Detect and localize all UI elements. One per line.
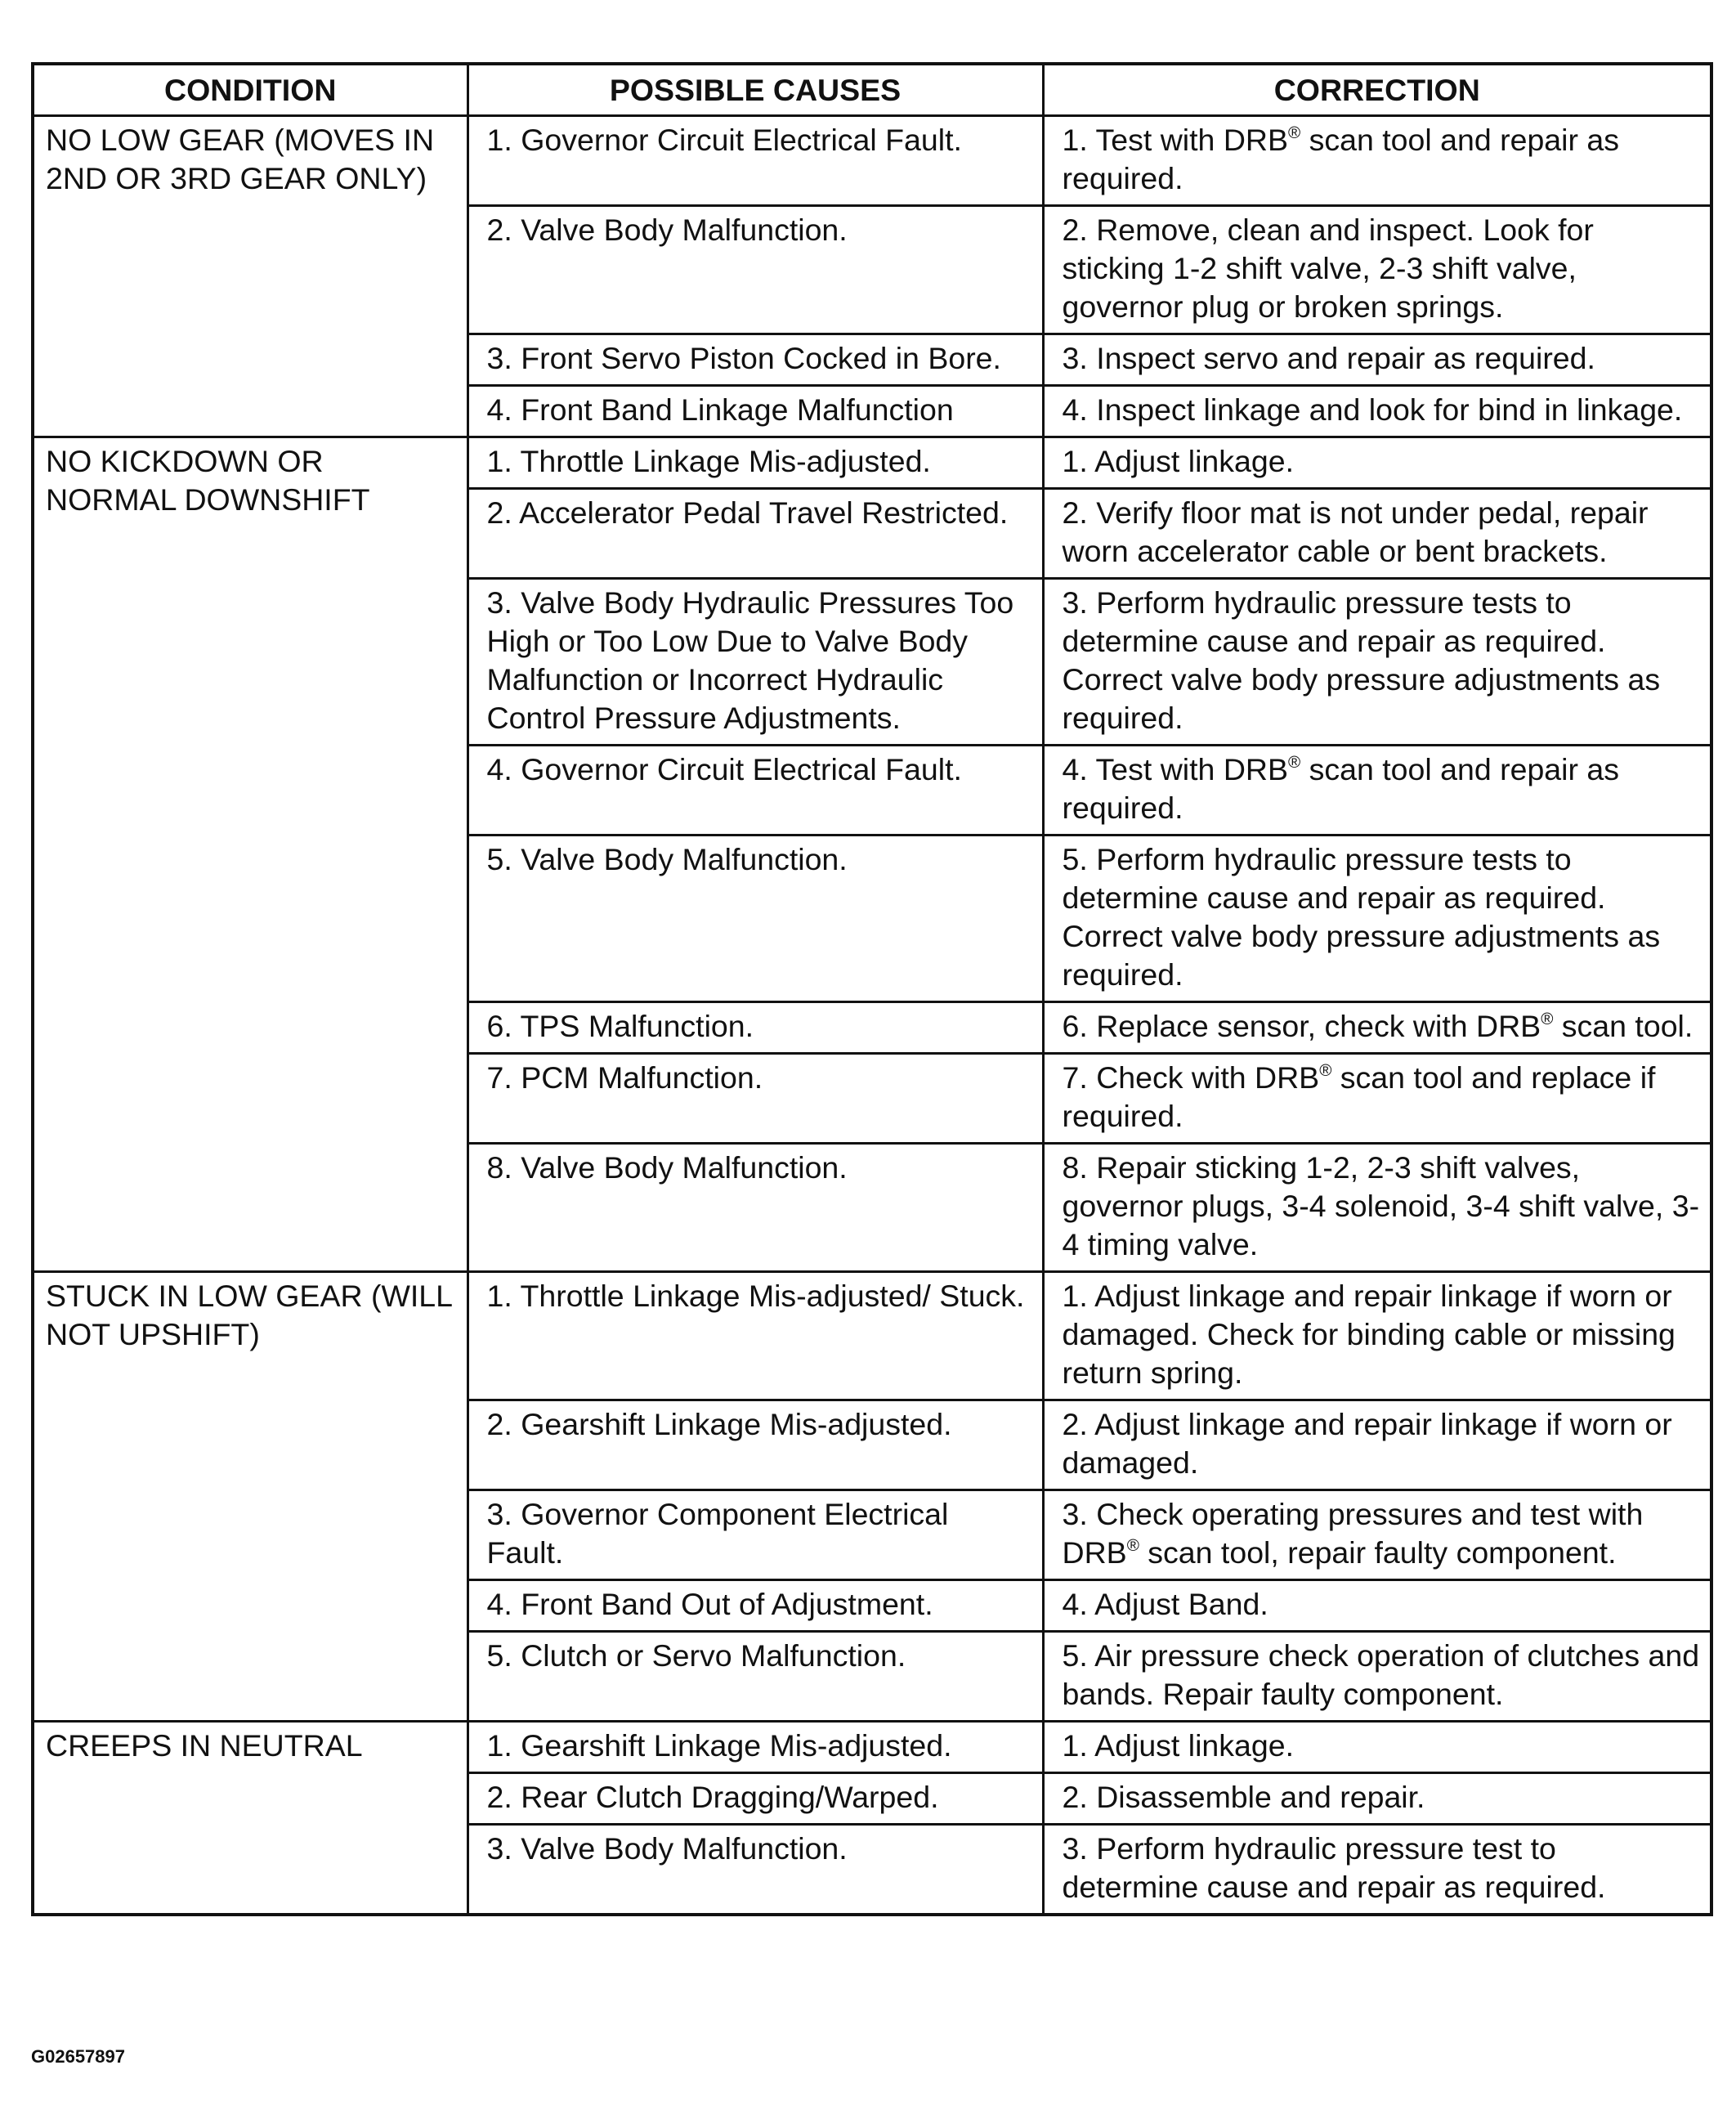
- correction-cell: 6. Replace sensor, check with DRB® scan tool.: [1043, 1002, 1711, 1054]
- table-row: [33, 1722, 1711, 1773]
- correction-cell: 7. Check with DRB® scan tool and replace if required.: [1043, 1054, 1711, 1144]
- possible-cause-cell: 2. Valve Body Malfunction.: [468, 206, 1043, 334]
- correction-cell: 2. Adjust linkage and repair linkage if worn or damaged.: [1043, 1400, 1711, 1490]
- possible-cause-cell: 1. Throttle Linkage Mis-adjusted/ Stuck.: [468, 1272, 1043, 1400]
- possible-cause-cell: 5. Valve Body Malfunction.: [468, 836, 1043, 1002]
- possible-cause-cell: 2. Accelerator Pedal Travel Restricted.: [468, 489, 1043, 579]
- correction-cell: 1. Adjust linkage.: [1043, 1722, 1711, 1773]
- condition-cell: STUCK IN LOW GEAR (WILL NOT UPSHIFT): [33, 1272, 468, 1722]
- possible-cause-cell: 3. Valve Body Hydraulic Pressures Too High or Too Low Due to Valve Body Malfunction or Incorrect Hydraulic Control Pressure Adjustments.: [468, 579, 1043, 746]
- correction-cell: 4. Inspect linkage and look for bind in linkage.: [1043, 386, 1711, 437]
- correction-cell: 4. Adjust Band.: [1043, 1580, 1711, 1632]
- possible-cause-cell: 6. TPS Malfunction.: [468, 1002, 1043, 1054]
- table-body: [33, 116, 1711, 1915]
- registered-mark: ®: [1126, 1536, 1139, 1556]
- possible-cause-cell: 1. Governor Circuit Electrical Fault.: [468, 116, 1043, 206]
- condition-cell: CREEPS IN NEUTRAL: [33, 1722, 468, 1915]
- correction-cell: 8. Repair sticking 1-2, 2-3 shift valves, governor plugs, 3-4 solenoid, 3-4 shift valve, 3-4 timing valve.: [1043, 1144, 1711, 1272]
- header-condition: CONDITION: [33, 64, 468, 116]
- correction-cell: 3. Inspect servo and repair as required.: [1043, 334, 1711, 386]
- possible-cause-cell: 3. Front Servo Piston Cocked in Bore.: [468, 334, 1043, 386]
- possible-cause-cell: 3. Governor Component Electrical Fault.: [468, 1490, 1043, 1580]
- registered-mark: ®: [1541, 1010, 1554, 1029]
- correction-cell: 5. Perform hydraulic pressure tests to determine cause and repair as required. Correct valve body pressure adjustments as required.: [1043, 836, 1711, 1002]
- possible-cause-cell: 2. Gearshift Linkage Mis-adjusted.: [468, 1400, 1043, 1490]
- correction-cell: 2. Disassemble and repair.: [1043, 1773, 1711, 1825]
- correction-cell: 1. Adjust linkage and repair linkage if worn or damaged. Check for binding cable or missing return spring.: [1043, 1272, 1711, 1400]
- possible-cause-cell: 1. Throttle Linkage Mis-adjusted.: [468, 437, 1043, 489]
- header-row: [33, 64, 1711, 116]
- registered-mark: ®: [1319, 1061, 1332, 1081]
- possible-cause-cell: 5. Clutch or Servo Malfunction.: [468, 1632, 1043, 1722]
- header-possible-causes: POSSIBLE CAUSES: [468, 64, 1043, 116]
- table-row: [33, 1272, 1711, 1400]
- correction-cell: 1. Test with DRB® scan tool and repair as required.: [1043, 116, 1711, 206]
- correction-cell: 1. Adjust linkage.: [1043, 437, 1711, 489]
- possible-cause-cell: 3. Valve Body Malfunction.: [468, 1825, 1043, 1915]
- possible-cause-cell: 7. PCM Malfunction.: [468, 1054, 1043, 1144]
- possible-cause-cell: 4. Front Band Linkage Malfunction: [468, 386, 1043, 437]
- diagnosis-table: [31, 62, 1713, 1916]
- possible-cause-cell: 4. Governor Circuit Electrical Fault.: [468, 746, 1043, 836]
- condition-cell: NO LOW GEAR (MOVES IN 2ND OR 3RD GEAR ONLY): [33, 116, 468, 437]
- registered-mark: ®: [1288, 753, 1301, 773]
- correction-cell: 4. Test with DRB® scan tool and repair as required.: [1043, 746, 1711, 836]
- figure-id: G02657897: [31, 2046, 125, 2067]
- table-row: [33, 116, 1711, 206]
- table-row: [33, 437, 1711, 489]
- possible-cause-cell: 8. Valve Body Malfunction.: [468, 1144, 1043, 1272]
- possible-cause-cell: 2. Rear Clutch Dragging/Warped.: [468, 1773, 1043, 1825]
- correction-cell: 2. Remove, clean and inspect. Look for sticking 1-2 shift valve, 2-3 shift valve, governor plug or broken springs.: [1043, 206, 1711, 334]
- condition-cell: NO KICKDOWN OR NORMAL DOWNSHIFT: [33, 437, 468, 1272]
- possible-cause-cell: 4. Front Band Out of Adjustment.: [468, 1580, 1043, 1632]
- possible-cause-cell: 1. Gearshift Linkage Mis-adjusted.: [468, 1722, 1043, 1773]
- correction-cell: 2. Verify floor mat is not under pedal, repair worn accelerator cable or bent brackets.: [1043, 489, 1711, 579]
- correction-cell: 3. Perform hydraulic pressure test to determine cause and repair as required.: [1043, 1825, 1711, 1915]
- correction-cell: 3. Perform hydraulic pressure tests to determine cause and repair as required. Correct valve body pressure adjustments as required.: [1043, 579, 1711, 746]
- correction-cell: 5. Air pressure check operation of clutches and bands. Repair faulty component.: [1043, 1632, 1711, 1722]
- header-correction: CORRECTION: [1043, 64, 1711, 116]
- correction-cell: 3. Check operating pressures and test with DRB® scan tool, repair faulty component.: [1043, 1490, 1711, 1580]
- registered-mark: ®: [1288, 123, 1301, 143]
